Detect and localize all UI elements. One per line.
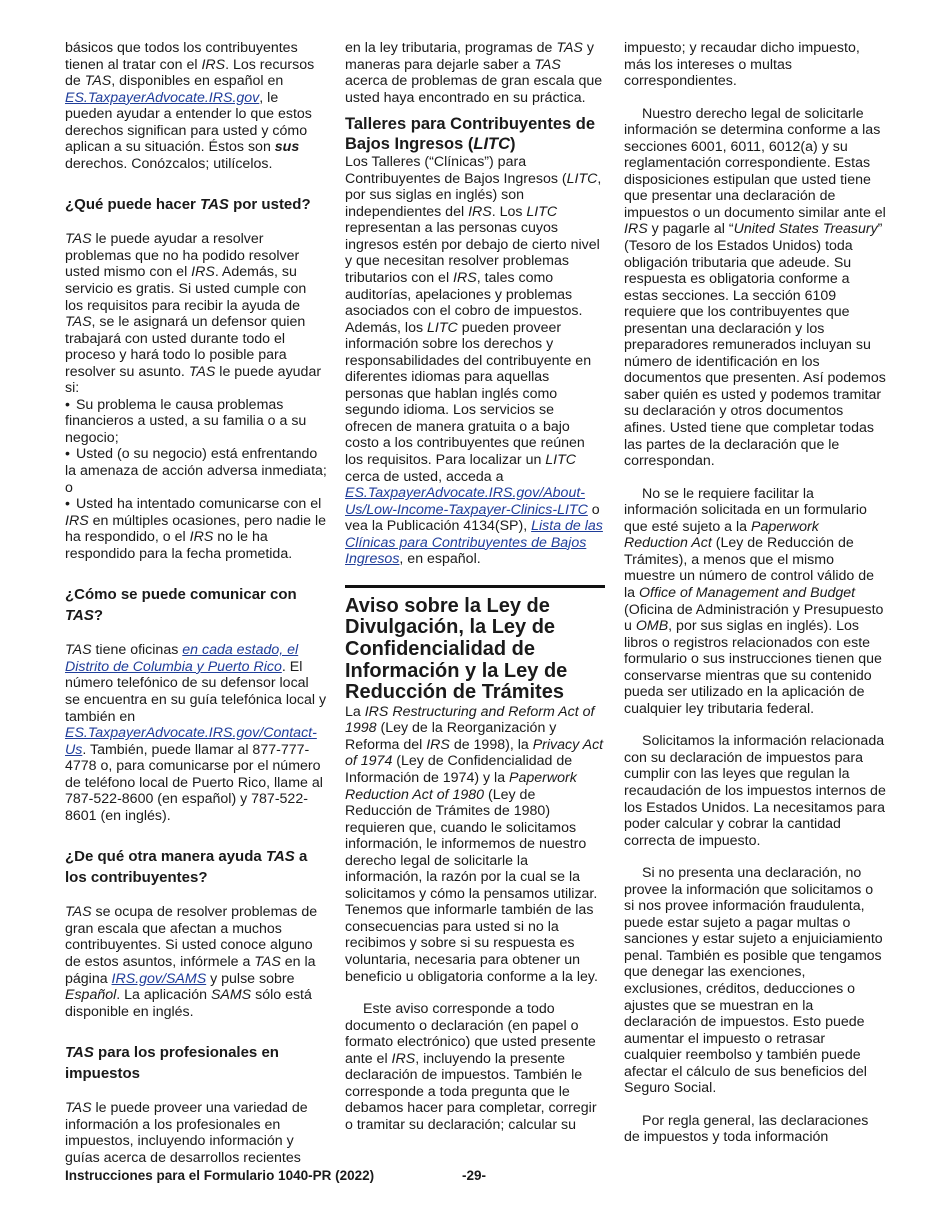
footer-title: Instrucciones para el Formulario 1040-PR (2022) [65,1168,375,1183]
heading-other-help: ¿De qué otra manera ayuda TAS a los contribuyentes? [65,848,308,887]
what-paragraph: TAS le puede ayudar a resolver problemas que no ha podido resolver usted mismo con el IRS. Además, su servicio es gratis. Si usted cumple con los requisitos para recibir la ayuda de TAS, se le asignará un defensor quien trabajará con usted durante todo el proceso y hará todo lo posible para resolver su asunto. TAS le puede ayudar si: [65,231,322,397]
states-link[interactable]: en cada estado, el Distrito de Columbia y Puerto Rico [65,642,299,675]
bullet-item-3: • Usted ha intentado comunicarse con el IRS en múltiples ocasiones, pero nadie le ha respondido, o el IRS no le ha respondido para la fecha prometida. [65,496,327,562]
taxpayer-advocate-link[interactable]: ES.TaxpayerAdvocate.IRS.gov [65,89,260,106]
notice-paragraph-2: Este aviso corresponde a todo documento o declaración (en papel o formato electrónico) que usted presente ante el IRS, incluyendo la presente declaración de impuestos. También le corresponde a toda pregunta que le debamos hacer para completar, corregir o tramitar su declaración; calcular su [345,1001,597,1133]
heading-litc: Talleres para Contribuyentes de Bajos Ingresos (LITC) [345,115,596,154]
purpose-paragraph: Solicitamos la información relacionada con su declaración de impuestos para cumplir con las leyes que regulan la recaudación de los impuestos internos de los Estados Unidos. La necesitamos para poder calcular y cobrar la cantidad correcta de impuesto. [624,733,886,849]
litc-paragraph: Los Talleres (“Clínicas”) para Contribuyentes de Bajos Ingresos (LITC, por sus siglas en inglés) son independientes del IRS. Los LITC representan a las personas cuyos ingresos estén por debajo de cierto nivel y que necesitan resolver problemas tributarios con el IRS, tales como auditorías, apelaciones y problemas asociados con el cobro de impuestos. Además, los LITC pueden proveer información sobre los derechos y responsabilidades del contribuyente en diferentes idiomas para aquellas personas que hablan inglés como segundo idioma. Los servicios se ofrecen de manera gratuita o a bajo costo a los contribuyentes que reúnen los requisitos. Para localizar un LITC cerca de usted, acceda a ES.TaxpayerAdvocate.IRS.gov/About-Us/Low-Income-Taxpayer-Clinics-LITC o vea la Publicación 4134(SP), Lista de las Clínicas para Contribuyentes de Bajos Ingresos, en español. [345,154,603,568]
continued-paragraph-3: impuesto; y recaudar dicho impuesto, más los intereses o multas correspondientes. [624,40,860,90]
column-3 [624,40,886,1146]
bullet-item-2: • Usted (o su negocio) está enfrentando la amenaza de acción adversa inmediata; o [65,446,327,496]
heading-contact-tas: ¿Cómo se puede comunicar con TAS? [65,586,297,625]
continued-paragraph: en la ley tributaria, programas de TAS y maneras para dejarle saber a TAS acerca de problemas de gran escala que usted haya encontrado en su práctica. [345,40,603,106]
column-1 [65,40,327,1166]
heading-tax-professionals: TAS para los profesionales en impuestos [65,1044,279,1083]
page-number: -29- [462,1168,487,1183]
contact-paragraph: TAS tiene oficinas en cada estado, el Distrito de Columbia y Puerto Rico. El número telefónico de su defensor local se encuentra en su guía telefónica local y también en ES.TaxpayerAdvocate.IRS.gov/Contact-Us. También, puede llamar al 877-777-4778 o, para comunicarse por el número de teléfono local de Puerto Rico, llame al 787-522-8600 (en español) y 787-522-8601 (en inglés). [65,642,327,824]
penalties-paragraph: Si no presenta una declaración, no provee la información que solicitamos o si nos provee información fraudulenta, puede estar sujeto a pagar multas o sanciones y estar sujeto a enjuiciamiento penal. También es posible que tengamos que denegar las exenciones, exclusiones, créditos, deducciones o ajustes que se muestran en la declaración de impuestos. Esto puede aumentar el impuesto o retrasar cualquier reembolso y también puede afectar el cálculo de sus beneficios del Seguro Social. [624,865,883,1097]
litc-link[interactable]: ES.TaxpayerAdvocate.IRS.gov/About-Us/Low-Income-Taxpayer-Clinics-LITC [345,485,588,518]
paperwork-paragraph: No se le requiere facilitar la información solicitada en un formulario que esté sujeto a la Paperwork Reduction Act (Ley de Reducción de Trámites), a menos que el mismo muestre un número de control válido de la Office of Management and Budget (Oficina de Administración y Presupuesto u OMB, por sus siglas en inglés). Los libros o registros relacionados con este formulario o sus instrucciones tienen que conservarse mientras que su contenido pueda ser utilizado en la aplicación de cualquier ley tributaria federal. [624,485,884,717]
intro-paragraph: básicos que todos los contribuyentes tienen al tratar con el IRS. Los recursos de TAS, disponibles en español en ES.TaxpayerAdvocate.IRS.gov, le pueden ayudar a entender lo que estos derechos significan para usted y cómo aplican a su situación. Éstos son sus derechos. Conózcalos; utilícelos. [65,40,315,172]
legal-right-paragraph: Nuestro derecho legal de solicitarle información se determina conforme a las secciones 6001, 6011, 6012(a) y su reglamentación correspondiente. Estas disposiciones estipulan que usted tiene que presentar una declaración de impuestos o un documento similar ante el IRS y pagarle al “United States Treasury” (Tesoro de los Estados Unidos) toda obligación tributaria que adeude. Su respuesta es obligatoria conforme a estas secciones. La sección 6109 requiere que los contribuyentes que presentan una declaración y los preparadores remunerados incluyan su número de identificación en los documentos que presenten. Así podemos saber quién es usted y podemos tramitar su declaración y otros documentos afines. Usted tiene que completar todas las partes de la declaración que le correspondan. [624,105,886,470]
bullet-item-1: • Su problema le causa problemas financieros a usted, a su familia o a su negocio; [65,397,327,447]
professionals-paragraph: TAS le puede proveer una variedad de información a los profesionales en impuestos, incluyendo información y guías acerca de desarrollos recientes [65,1100,308,1166]
other-help-paragraph: TAS se ocupa de resolver problemas de gran escala que afectan a muchos contribuyentes. Si usted conoce alguno de estos asuntos, infórmele a TAS en la página IRS.gov/SAMS y pulse sobre Español. La aplicación SAMS sólo está disponible en inglés. [65,904,318,1020]
clinics-list-link[interactable]: Lista de las Clínicas para Contribuyentes de Bajos Ingresos [345,518,603,568]
heading-privacy-notice: Aviso sobre la Ley de Divulgación, la Ley de Confidencialidad de Información y la Ley de Reducción de Trámites [345,585,605,704]
sams-link[interactable]: IRS.gov/SAMS [111,970,207,987]
notice-paragraph-1: La IRS Restructuring and Reform Act of 1998 (Ley de la Reorganización y Reforma del IRS de 1998), la Privacy Act of 1974 (Ley de Confidencialidad de Información de 1974) y la Paperwork Reduction Act of 1980 (Ley de Reducción de Trámites de 1980) requieren que, cuando le solicitamos información, le informemos de nuestro derecho legal de solicitarle la información, la razón por la cual se la solicitamos y cómo la pensamos utilizar. Tenemos que informarle también de las consecuencias para usted si no la recibimos y sobre si su respuesta es voluntaria, necesaria para obtener un beneficio u obligatoria conforme a la ley. [345,703,604,985]
contact-us-link[interactable]: ES.TaxpayerAdvocate.IRS.gov/Contact-Us [65,725,317,758]
column-2 [345,40,605,1134]
confidentiality-paragraph: Por regla general, las declaraciones de impuestos y toda información [624,1112,869,1146]
heading-what-can-tas-do: ¿Qué puede hacer TAS por usted? [65,196,311,214]
